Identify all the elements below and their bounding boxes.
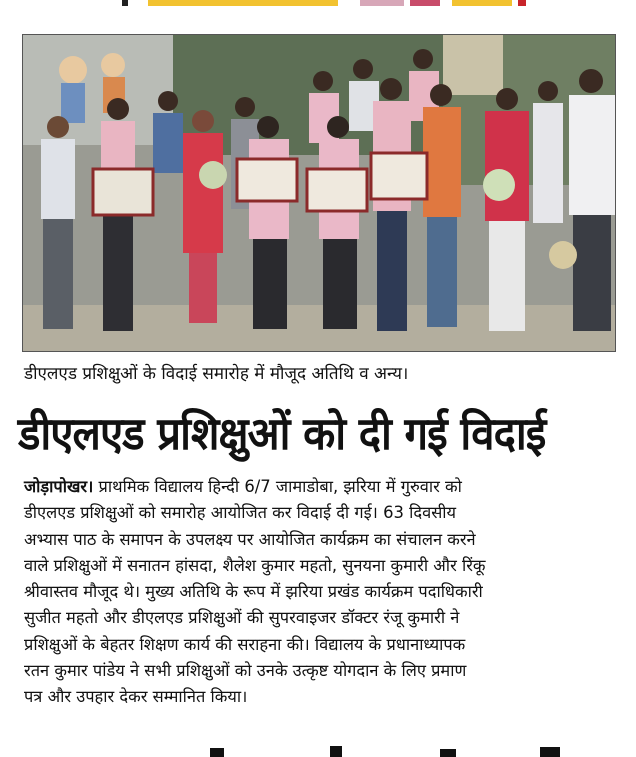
photo-caption: डीएलएड प्रशिक्षुओं के विदाई समारोह में मौजूद अतिथि व अन्य। — [24, 364, 409, 384]
next-article-fragment — [0, 740, 636, 757]
body-line: अभ्यास पाठ के समापन के उपलक्ष्य पर आयोजित कार्यक्रम का संचालन करने — [24, 529, 476, 549]
body-line: डीएलएड प्रशिक्षुओं को समारोह आयोजित कर विदाई दी गई। 63 दिवसीय — [24, 503, 457, 523]
body-line: श्रीवास्तव मौजूद थे। मुख्य अतिथि के रूप में झरिया प्रखंड कार्यक्रम पदाधिकारी — [24, 582, 483, 602]
article-body — [24, 474, 620, 711]
top-color-strip — [0, 0, 636, 8]
news-photo — [22, 34, 616, 352]
body-line: वाले प्रशिक्षुओं में सनातन हांसदा, शैलेश कुमार महतो, सुनयना कुमारी और रिंकू — [24, 555, 486, 575]
body-line: रतन कुमार पांडेय ने सभी प्रशिक्षुओं को उनके उत्कृष्ट योगदान के लिए प्रमाण — [24, 661, 467, 681]
body-line: पत्र और उपहार देकर सम्मानित किया। — [24, 687, 248, 707]
body-line: प्रशिक्षुओं के बेहतर शिक्षण कार्य की सराहना की। विद्यालय के प्रधानाध्यापक — [24, 634, 466, 654]
body-line: सुजीत महतो और डीएलएड प्रशिक्षुओं की सुपरवाइजर डॉक्टर रंजू कुमारी ने — [24, 608, 460, 628]
body-line: जोड़ापोखर। प्राथमिक विद्यालय हिन्दी 6/7 जामाडोबा, झरिया में गुरुवार को — [24, 477, 462, 496]
group-photo-illustration — [23, 35, 615, 351]
headline: डीएलएड प्रशिक्षुओं को दी गई विदाई — [18, 407, 546, 460]
dateline: जोड़ापोखर। — [24, 477, 94, 496]
